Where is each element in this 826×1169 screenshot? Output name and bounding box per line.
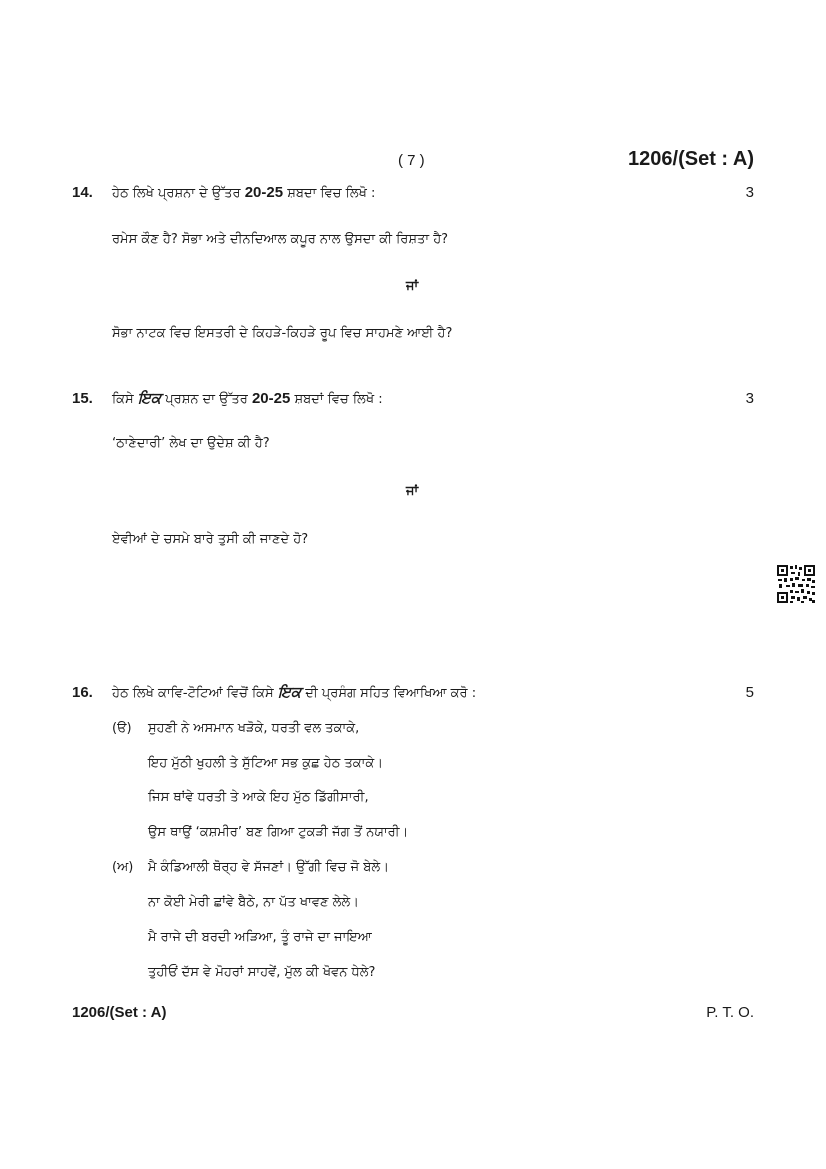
question-14-option-1: ਰਮੇਸ ਕੌਣ ਹੈ? ਸੋਭਾ ਅਤੇ ਦੀਨਦਿਆਲ ਕਪੂਰ ਨਾਲ ਉਸਦਾ ਕੀ ਰਿਸ਼ਤਾ ਹੈ? <box>112 232 449 247</box>
instr-text: ਹੇਠ ਲਿਖੇ ਪ੍ਰਸ਼ਨਾ ਦੇ ਉੱਤਰ <box>112 186 241 201</box>
page-number: ( 7 ) <box>398 152 425 169</box>
question-15-marks: 3 <box>745 390 754 407</box>
instr-text: ਸ਼ਬਦਾ ਵਿਚ ਲਿਖੋ : <box>287 186 376 201</box>
instr-text: ਦੀ ਪ੍ਰਸੰਗ ਸਹਿਤ ਵਿਆਖਿਆ ਕਰੋ : <box>305 686 477 701</box>
instr-text: ਪ੍ਰਸ਼ਨ ਦਾ ਉੱਤਰ <box>165 392 248 407</box>
instr-text: ਕਿਸੇ <box>112 392 134 407</box>
instr-text: ਹੇਠ ਲਿਖੇ ਕਾਵਿ-ਟੋਟਿਆਂ ਵਿਚੋਂ ਕਿਸੇ <box>112 686 274 701</box>
stanza-a-line: ਇਹ ਮੁੱਠੀ ਖੁਹਲੀ ਤੇ ਸੁੱਟਿਆ ਸਭ ਕੁਛ ਹੇਠ ਤਕਾਕੇ। <box>148 756 383 771</box>
question-14-number: 14. <box>72 184 93 201</box>
word-count: 20-25 <box>251 390 291 407</box>
instr-text: ਸ਼ਬਦਾਂ ਵਿਚ ਲਿਖੋ : <box>294 392 383 407</box>
stanza-b-label: (ਅ) <box>112 860 134 875</box>
emphasis-ik: ਇਕ <box>277 684 302 701</box>
question-16-number: 16. <box>72 684 93 701</box>
question-16-instruction <box>112 684 476 701</box>
qr-code-icon <box>776 564 816 604</box>
stanza-b-line: ਮੈ ਕੰਡਿਆਲੀ ਥੋਰ੍ਹ ਵੇ ਸੱਜਣਾਂ। ਉੱਗੀ ਵਿਚ ਜੋ ਬੇਲੇ। <box>148 860 389 875</box>
paper-code-header: 1206/(Set : A) <box>628 148 754 170</box>
stanza-a-line: ਉਸ ਥਾਉਂ ‘ਕਸ਼ਮੀਰ’ ਬਣ ਗਿਆ ਟੁਕੜੀ ਜੱਗ ਤੋਂ ਨਯਾਰੀ। <box>148 825 409 840</box>
question-15-option-2: ਏਵੀਆਂ ਦੇ ਚਸਮੇ ਬਾਰੇ ਤੁਸੀ ਕੀ ਜਾਣਦੇ ਹੋ? <box>112 532 309 547</box>
question-14-marks: 3 <box>745 184 754 201</box>
stanza-a-line: ਸੁਹਣੀ ਨੇ ਅਸਮਾਨ ਖੜੋਕੇ, ਧਰਤੀ ਵਲ ਤਕਾਕੇ, <box>148 721 360 736</box>
stanza-b-line: ਤੁਹੀਓਂ ਦੱਸ ਵੇ ਮੋਹਰਾਂ ਸਾਹਵੇਂ, ਮੁੱਲ ਕੀ ਖੋਵਨ ਧੇਲੇ? <box>148 965 376 980</box>
pto-label: P. T. O. <box>706 1004 754 1021</box>
question-15-or: ਜਾਂ <box>406 484 419 499</box>
question-15-instruction <box>112 390 383 407</box>
stanza-b-line: ਮੈ ਰਾਜੇ ਦੀ ਬਰਦੀ ਅੜਿਆ, ਤੂੰ ਰਾਜੇ ਦਾ ਜਾਇਆ <box>148 930 372 945</box>
emphasis-ik: ਇਕ <box>137 390 162 407</box>
question-14-option-2: ਸੋਭਾ ਨਾਟਕ ਵਿਚ ਇਸਤਰੀ ਦੇ ਕਿਹੜੇ-ਕਿਹੜੇ ਰੂਪ ਵਿਚ ਸਾਹਮਣੇ ਆਈ ਹੈ? <box>112 326 453 341</box>
word-count: 20-25 <box>244 184 284 201</box>
question-15-option-1: ‘ਠਾਣੇਦਾਰੀ’ ਲੇਖ ਦਾ ਉਦੇਸ਼ ਕੀ ਹੈ? <box>112 436 270 451</box>
paper-code-footer: 1206/(Set : A) <box>72 1004 167 1021</box>
question-15-number: 15. <box>72 390 93 407</box>
stanza-b-line: ਨਾ ਕੋਈ ਮੇਰੀ ਛਾਂਵੇ ਬੈਠੇ, ਨਾ ਪੱਤ ਖਾਵਣ ਲੇਲੇ। <box>148 895 359 910</box>
question-16-marks: 5 <box>745 684 754 701</box>
question-14-instruction <box>112 184 375 201</box>
stanza-a-line: ਜਿਸ ਥਾਂਵੇ ਧਰਤੀ ਤੇ ਆਕੇ ਇਹ ਮੁੱਠ ਡਿੱਗੀਸਾਰੀ, <box>148 790 369 805</box>
stanza-a-label: (ੳ) <box>112 721 132 736</box>
question-14-or: ਜਾਂ <box>406 279 419 294</box>
